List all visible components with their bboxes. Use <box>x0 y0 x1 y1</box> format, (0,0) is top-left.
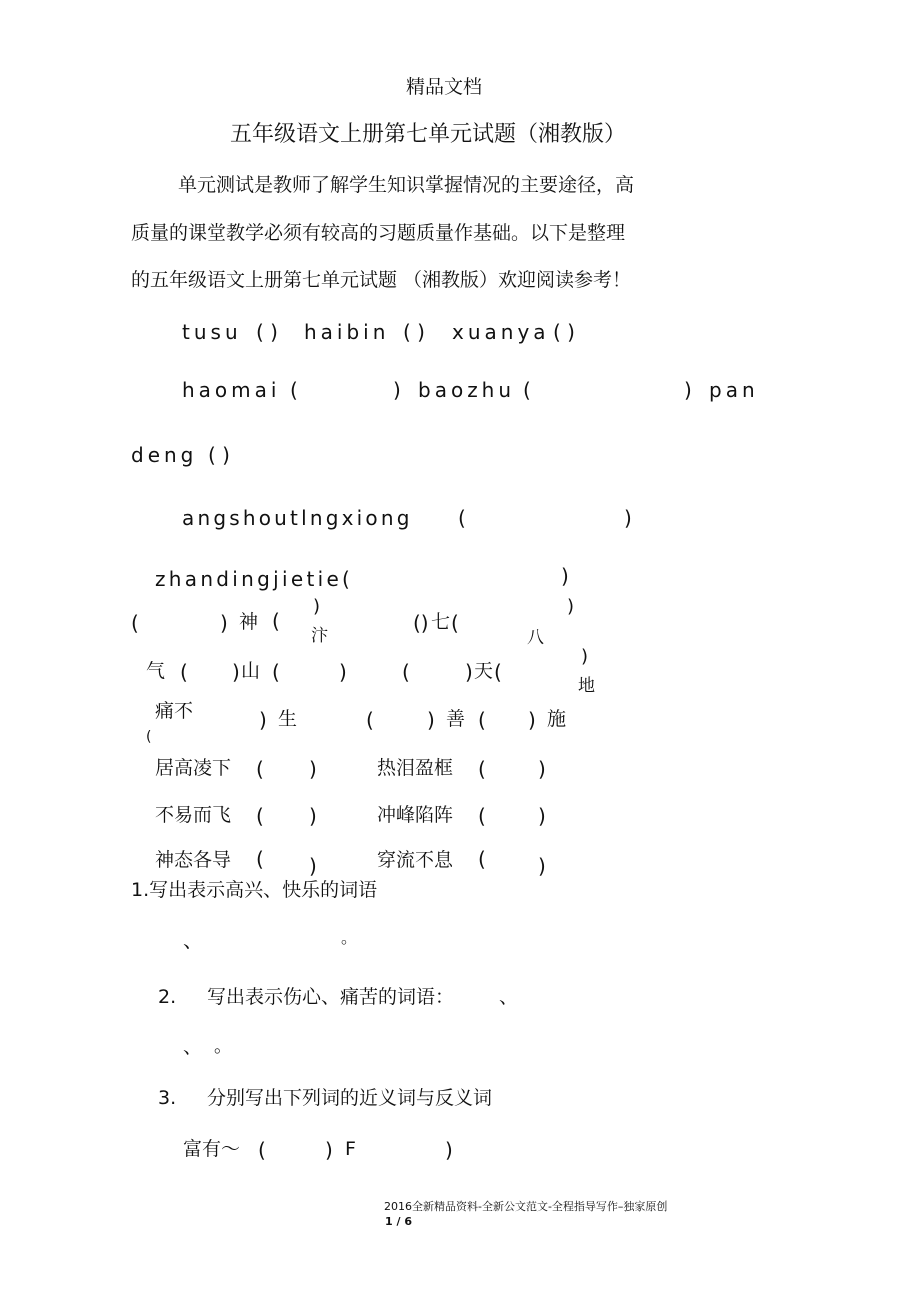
idiom-char-shan-mountain: 山 <box>241 660 261 682</box>
idiom-correction-item: 冲峰陷阵 <box>377 804 454 826</box>
idiom-correction-item: 不易而飞 <box>155 804 232 826</box>
paren-close: ) <box>528 708 536 732</box>
paren-close: ) <box>538 757 546 781</box>
idiom-correction-item: 穿流不息 <box>377 849 454 871</box>
paren-open: ( <box>180 660 188 684</box>
idiom-char-sheng: 生 <box>278 708 298 730</box>
idiom-char-ba: 八 <box>527 628 544 648</box>
paren-close: ) <box>581 646 589 667</box>
idiom-char-tian: 天 <box>474 660 494 682</box>
paren-open: ( <box>258 1138 266 1162</box>
idiom-char-shen: 神 <box>239 611 259 633</box>
pinyin-zhanding: zhandingjietie( <box>155 567 354 591</box>
paren-close: ) <box>393 378 401 402</box>
pinyin-angshou: angshoutlngxiong <box>182 506 413 530</box>
pinyin-xuanya-blank: ( ) <box>553 320 575 344</box>
paren-pair: () <box>413 611 429 635</box>
idiom-char-qi: 七 <box>431 611 451 633</box>
paren-close: ) <box>561 564 569 588</box>
page-number: 1 / 6 <box>385 1215 412 1228</box>
pinyin-tusu: tusu <box>182 320 242 344</box>
paren-open: ( <box>478 757 486 781</box>
paren-open: ( <box>272 609 280 633</box>
idiom-tongbu: 痛不 <box>155 700 194 722</box>
paren-open: ( <box>256 804 264 828</box>
paren-open: ( <box>402 660 410 684</box>
answer-mark: 、 <box>183 1036 203 1058</box>
answer-mark: 。 <box>341 928 358 947</box>
pinyin-tusu-blank: ( ) <box>256 320 278 344</box>
pinyin-deng: deng <box>131 443 198 467</box>
idiom-char-shi: 施 <box>547 708 567 730</box>
paren-open: ( <box>146 729 152 745</box>
paren-close: ) <box>325 1138 333 1162</box>
intro-line-2: 质量的课堂教学必须有较高的习题质量作基础。以下是整理 <box>131 222 626 244</box>
paren-close: ) <box>313 596 321 617</box>
idiom-char-jiang: 汴 <box>311 626 328 646</box>
paren-close: ) <box>427 708 435 732</box>
paren-open: ( <box>131 611 139 635</box>
paren-open: ( <box>272 660 280 684</box>
idiom-correction-item: 热泪盈框 <box>377 757 454 779</box>
intro-line-1: 单元测试是教师了解学生知识掌握情况的主要途径，高 <box>178 174 635 196</box>
paren-close: ) <box>445 1138 453 1162</box>
paren-close: ) <box>567 596 575 617</box>
paren-close: ) <box>538 804 546 828</box>
paren-open: ( <box>458 506 466 530</box>
paren-open: ( <box>478 847 486 871</box>
pinyin-haibin-blank: ( ) <box>403 320 425 344</box>
paren-open: ( <box>478 708 486 732</box>
paren-close: ) <box>259 708 267 732</box>
paren-open: ( <box>256 847 264 871</box>
question-3-number: 3. <box>158 1087 177 1109</box>
paren-close: ) <box>465 660 473 684</box>
paren-close: ) <box>309 804 317 828</box>
paren-open: ( <box>451 611 459 635</box>
paren-open: ( <box>523 378 531 402</box>
paren-close: ) <box>309 854 317 878</box>
pinyin-haomai: haomai <box>182 378 281 402</box>
paren-open: ( <box>478 804 486 828</box>
idiom-char-di: 地 <box>578 676 595 696</box>
pinyin-haibin: haibin <box>304 320 390 344</box>
pinyin-baozhu: baozhu <box>418 378 516 402</box>
paren-close: ) <box>538 854 546 878</box>
question-3: 分别写出下列词的近义词与反义词 <box>207 1087 493 1109</box>
paren-close: ) <box>684 378 692 402</box>
question-2-number: 2. <box>158 986 177 1008</box>
paren-close: ) <box>220 611 228 635</box>
paren-open: ( <box>366 708 374 732</box>
idiom-correction-item: 神态各导 <box>155 849 232 871</box>
paren-open: ( <box>494 660 502 684</box>
paren-open: ( <box>256 757 264 781</box>
answer-mark: 、 <box>183 928 203 952</box>
paren-close: ) <box>232 660 240 684</box>
paren-close: ) <box>624 506 632 530</box>
question-2: 写出表示伤心、痛苦的词语： <box>207 986 455 1008</box>
paren-close: ) <box>339 660 347 684</box>
answer-mark: 、 <box>499 986 519 1008</box>
footer-source: 2016全新精品资料-全新公文范文-全程指导写作–独家原创 <box>384 1200 668 1213</box>
question-3-item: 富有～ <box>183 1138 241 1160</box>
document-title: 五年级语文上册第七单元试题（湘教版） <box>230 122 627 147</box>
page-header-label: 精品文档 <box>406 76 483 98</box>
paren-open: ( <box>290 378 298 402</box>
answer-mark: 。 <box>214 1036 232 1057</box>
idiom-char-qi-air: 气 <box>146 660 166 682</box>
paren-close: ) <box>309 757 317 781</box>
intro-line-3: 的五年级语文上册第七单元试题 （湘教版）欢迎阅读参考！ <box>131 269 632 291</box>
question-1: 1.写出表示高兴、快乐的词语 <box>131 879 378 901</box>
idiom-char-shan-good: 善 <box>446 708 466 730</box>
pinyin-pan: pan <box>709 378 759 402</box>
pinyin-xuanya: xuanya <box>452 320 550 344</box>
idiom-correction-item: 居高凌下 <box>155 757 232 779</box>
question-3-item-f: F <box>345 1138 356 1160</box>
pinyin-deng-blank: ( ) <box>208 443 230 467</box>
